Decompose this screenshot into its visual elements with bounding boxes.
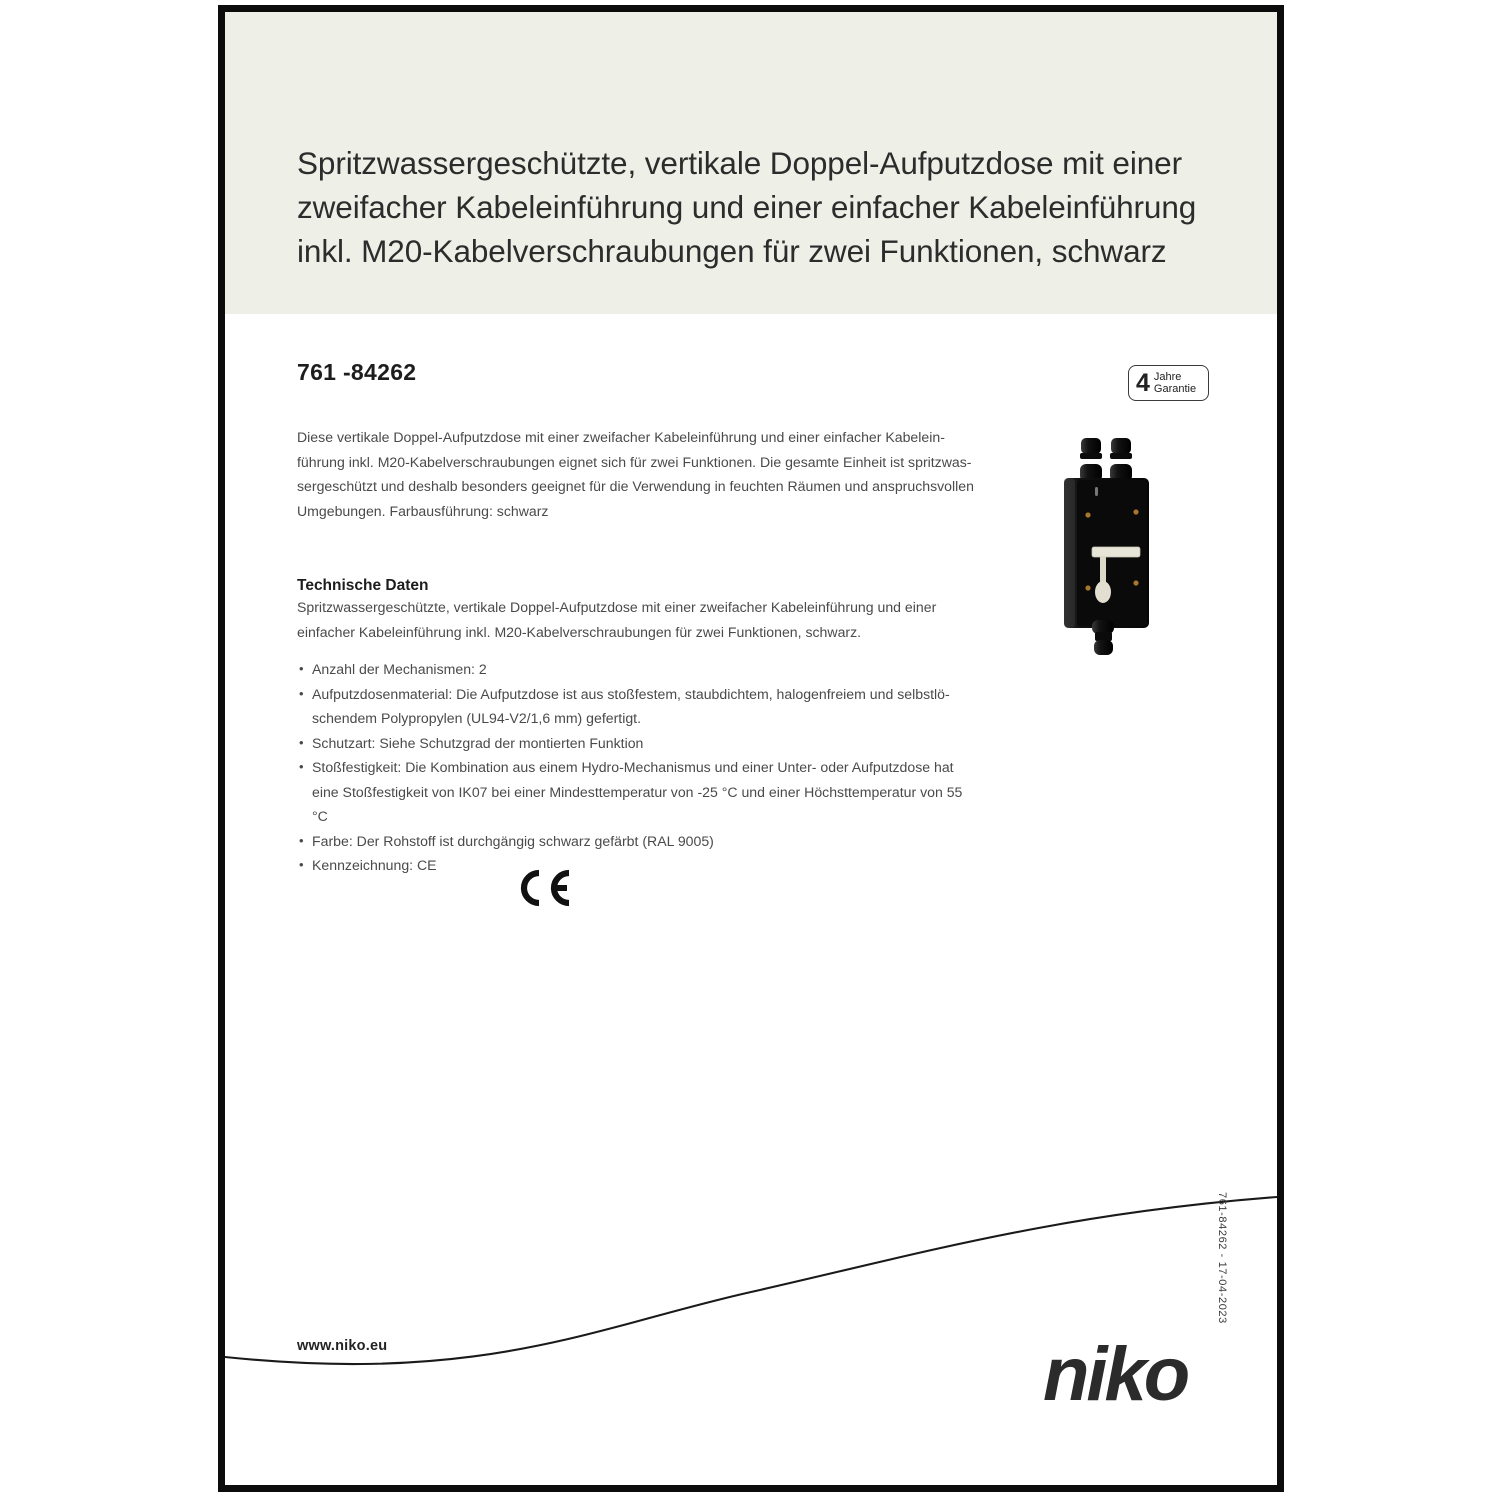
list-item [297,853,997,878]
product-illustration [1050,420,1210,670]
intro-line: sergeschützt und deshalb besonders geeignet für die Verwendung in feuchten Räumen und anspruchsvollen [297,478,974,494]
warranty-years: 4 [1136,368,1150,397]
technical-intro-line: Spritzwassergeschützte, vertikale Doppel-Aufputzdose mit einer zweifacher Kabeleinführung und einer [297,599,937,615]
ce-mark-icon [517,867,573,914]
document-reference: 761-84262 - 17-04-2023 [1216,1192,1228,1324]
page-title-line: zweifacher Kabeleinführung und einer einfacher Kabeleinführung [297,189,1197,226]
datasheet-page [218,5,1284,1492]
cable-gland-top-left [1080,438,1102,482]
technical-intro-line: einfacher Kabeleinführung inkl. M20-Kabelverschraubungen für zwei Funktionen, schwarz. [297,623,862,640]
article-number: 761 -84262 [297,359,417,385]
technical-data-intro [297,595,962,644]
spec-line: • Stoßfestigkeit: Die Kombination aus einem Hydro-Mechanismus und einer Unter- oder Aufputzdose hat [312,759,954,775]
page-title [297,141,1227,273]
spec-line: eine Stoßfestigkeit von IK07 bei einer Mindesttemperatur von -25 °C und einer Höchsttemperatur von 55 [312,783,963,800]
specification-list [297,657,997,878]
header-band [225,12,1277,314]
intro-line: Umgebungen. Farbausführung: schwarz [297,502,549,519]
list-item [297,829,997,854]
intro-line: Diese vertikale Doppel-Aufputzdose mit einer zweifacher Kabeleinführung und einer einfacher Kabelein- [297,429,945,445]
spec-line: • Aufputzdosenmaterial: Die Aufputzdose ist aus stoßfestem, staubdichtem, halogenfreiem und selbstlö- [312,685,950,702]
ce-logo [517,867,573,909]
spec-line: °C [312,808,328,824]
warranty-line-2: Garantie [1153,383,1197,395]
cable-gland-top-right [1110,438,1132,482]
spec-line: • Farbe: Der Rohstoff ist durchgängig schwarz gefärbt (RAL 9005) [312,832,714,849]
spec-line: • Anzahl der Mechanismen: 2 [312,661,487,677]
cable-gland-bottom [1092,620,1114,655]
list-item [297,682,997,731]
warranty-text [1154,371,1196,396]
spec-line: schendem Polypropylen (UL94-V2/1,6 mm) gefertigt. [312,710,642,726]
spec-line: • Kennzeichnung: CE [312,857,437,873]
product-image [1050,420,1210,670]
warranty-badge [1128,365,1209,401]
technical-data-heading: Technische Daten [297,576,429,594]
page-title-line: inkl. M20-Kabelverschraubungen für zwei Funktionen, schwarz [297,233,1167,270]
list-item [297,755,997,829]
spec-line: • Schutzart: Siehe Schutzgrad der montierten Funktion [312,734,644,751]
warranty-line-1: Jahre [1153,370,1182,383]
list-item [297,657,997,682]
list-item [297,731,997,756]
page-title-line: Spritzwassergeschützte, vertikale Doppel-Aufputzdose mit einer [297,145,1182,182]
website-url[interactable]: www.niko.eu [297,1338,388,1354]
intro-line: führung inkl. M20-Kabelverschraubungen eignet sich für zwei Funktionen. Die gesamte Einheit ist spritzwas- [297,453,972,470]
niko-logo: niko [1043,1332,1188,1417]
intro-paragraph [297,425,974,523]
